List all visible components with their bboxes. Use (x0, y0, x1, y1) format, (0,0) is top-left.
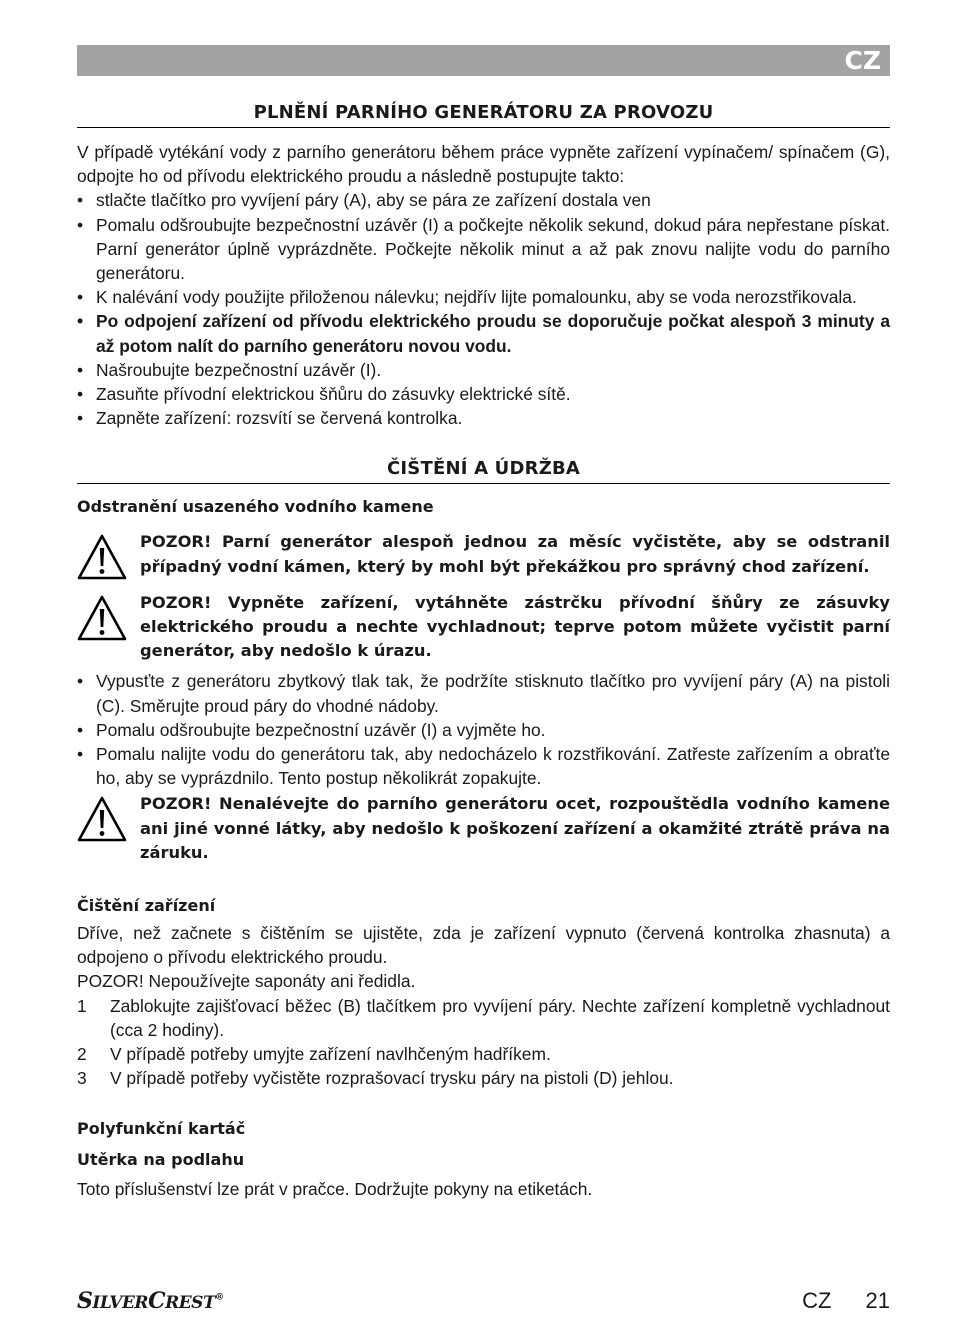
accessory-text: Toto příslušenství lze prát v pračce. Dodržujte pokyny na etiketách. (77, 1178, 593, 1199)
list-item (77, 994, 890, 1042)
step-number: 2 (77, 1044, 87, 1065)
subheading-brush: Polyfunkční kartáč (77, 1118, 246, 1138)
warning-block-3 (77, 792, 890, 865)
list-item: • Vypusťte z generátoru zbytkový tlak tak, že podržíte stisknuto tlačítko pro vyvíjení páry (A) na pistoli (C). Směrujte proud páry do vhodné nádoby. (77, 669, 890, 717)
warning-text: POZOR! Parní generátor alespoň jednou za měsíc vyčistěte, aby se odstranil případný vodní kámen, který by mohl být překážkou pro správný chod zařízení. (140, 532, 890, 576)
descaling-steps-list (77, 669, 890, 790)
step-number: 3 (77, 1068, 87, 1089)
warning-icon (77, 796, 127, 842)
list-item: • K nalévání vody použijte přiloženou nálevku; nejdřív lijte pomalounku, aby se voda nerozstřikovala. (77, 285, 890, 309)
page-footer (802, 1288, 890, 1314)
list-item: • Pomalu odšroubujte bezpečnostní uzávěr (I) a vyjměte ho. (77, 718, 890, 742)
list-item: • Našroubujte bezpečnostní uzávěr (I). (77, 358, 890, 382)
subheading-descaling: Odstranění usazeného vodního kamene (77, 497, 434, 517)
subheading-cleaning: Čištění zařízení (77, 896, 216, 916)
language-label: CZ (844, 46, 881, 75)
warning-text: POZOR! Nenalévejte do parního generátoru ocet, rozpouštědla vodního kamene ani jiné vonné látky, aby nedošlo k poškození zařízení a okamžité ztrátě práva na záruku. (140, 794, 890, 862)
cleaning-warning: POZOR! Nepoužívejte saponáty ani ředidla. (77, 971, 416, 992)
list-item: • Po odpojení zařízení od přívodu elektrického proudu se doporučuje počkat alespoň 3 minuty a až potom nalít do parního generátoru novou vodu. (77, 309, 890, 357)
cleaning-intro: Dříve, než začnete s čištěním se ujistěte, zda je zařízení vypnuto (červená kontrolka zhasnuta) a odpojeno o přívodu elektrického proudu. (77, 923, 890, 968)
step-text: V případě potřeby vyčistěte rozprašovací trysku páry na pistoli (D) jehlou. (110, 1068, 674, 1089)
warning-icon (77, 595, 127, 641)
filling-intro: V případě vytékání vody z parního generátoru během práce vypněte zařízení vypínačem/ spínačem (G), odpojte ho od přívodu elektrického proudu a následně postupujte takto: (77, 142, 890, 187)
subheading-floor-cloth: Utěrka na podlahu (77, 1149, 245, 1169)
warning-icon (77, 534, 127, 580)
brand-logo: SILVERCREST® (77, 1288, 224, 1314)
list-item (77, 1066, 890, 1090)
warning-block-1 (77, 530, 890, 578)
list-item (77, 1042, 890, 1066)
footer-language: CZ (802, 1288, 832, 1313)
section-title-filling: PLNĚNÍ PARNÍHO GENERÁTORU ZA PROVOZU (77, 102, 890, 128)
filling-steps-list (77, 188, 890, 430)
cleaning-steps-list (77, 994, 890, 1091)
list-item: • Zapněte zařízení: rozsvítí se červená kontrolka. (77, 406, 890, 430)
list-item: • stlačte tlačítko pro vyvíjení páry (A), aby se pára ze zařízení dostala ven (77, 188, 890, 212)
list-item: • Zasuňte přívodní elektrickou šňůru do zásuvky elektrické sítě. (77, 382, 890, 406)
warning-block-2 (77, 591, 890, 664)
page-number: 21 (865, 1288, 890, 1313)
header-bar (77, 45, 890, 76)
section-title-cleaning: ČIŠTĚNÍ A ÚDRŽBA (77, 458, 890, 484)
warning-text: POZOR! Vypněte zařízení, vytáhněte zástrčku přívodní šňůry ze zásuvky elektrického proudu a nechte vychladnout; teprve potom můžete vyčistit parní generátor, aby nedošlo k úrazu. (140, 592, 890, 661)
page-content (77, 102, 890, 1201)
step-text: Zablokujte zajišťovací běžec (B) tlačítkem pro vyvíjení páry. Nechte zařízení kompletně vychladnout (cca 2 hodiny). (110, 995, 890, 1040)
list-item: • Pomalu nalijte vodu do generátoru tak, aby nedocházelo k rozstřikování. Zatřeste zařízením a obraťte ho, aby se vyprázdnilo. Tento postup několikrát zopakujte. (77, 742, 890, 790)
list-item: • Pomalu odšroubujte bezpečnostní uzávěr (I) a počkejte několik sekund, dokud pára nepřestane pískat. Parní generátor úplně vyprázdněte. Počkejte několik minut a až pak znovu nalijte vodu do parního generátoru. (77, 213, 890, 286)
step-text: V případě potřeby umyjte zařízení navlhčeným hadříkem. (110, 1044, 551, 1065)
step-number: 1 (77, 995, 87, 1016)
